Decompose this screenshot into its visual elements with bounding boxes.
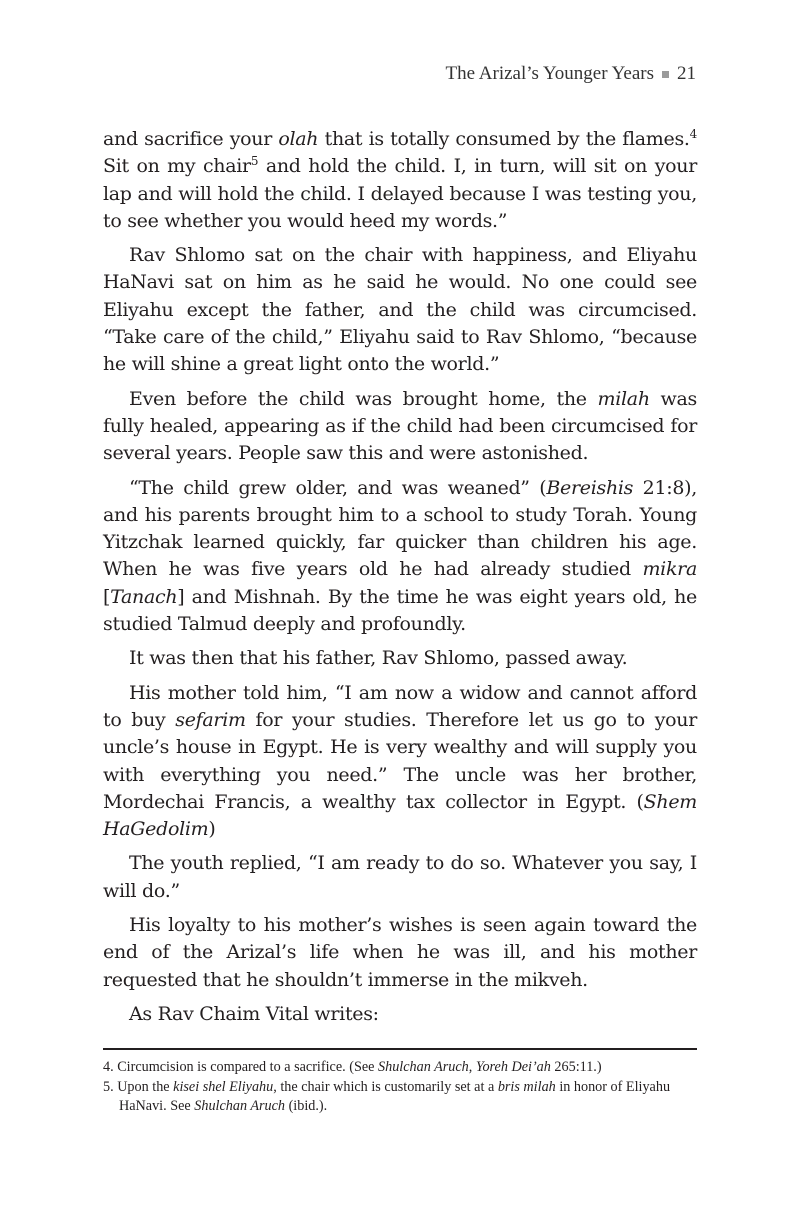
- footnote-ref-5: 5: [250, 154, 259, 169]
- paragraph: and sacrifice your olah that is totally consumed by the flames.$^4$ Sit on my chair$^5$ and hold the child. I, in turn, will sit on your lap and will hold the child. I delayed because I was testing you, to see whether you would heed my words.”: [103, 127, 697, 232]
- paragraph: His loyalty to his mother’s wishes is seen again toward the end of the Arizal’s life when he was ill, and his mother requested that he shouldn’t immerse in the mikveh.: [103, 914, 697, 991]
- paragraph: It was then that his father, Rav Shlomo, passed away.: [129, 647, 628, 670]
- footnote-ref-4: 4: [689, 127, 697, 141]
- page-number: 21: [677, 63, 696, 84]
- main-text: [103, 126, 697, 1035]
- footnote-divider: [103, 1048, 697, 1050]
- footnote-4: 4. Circumcision is compared to a sacrifice. (See Shulchan Aruch, Yoreh Dei’ah 265:11.): [103, 1059, 602, 1075]
- running-title: The Arizal’s Younger Years: [445, 63, 654, 84]
- paragraph: As Rav Chaim Vital writes:: [129, 1002, 379, 1025]
- paragraph: Even before the child was brought home, the milah was fully healed, appearing as if the child had been circumcised for several years. People saw this and were astonished.: [103, 387, 697, 465]
- paragraph: “The child grew older, and was weaned” (Bereishis 21:8), and his parents brought him to a school to study Torah. Young Yitzchak learned quickly, far quicker than children his age. When he was five years old he had already studied mikra [Tanach] and Mishnah. By the time he was eight years old, he studied Talmud deeply and profoundly.: [103, 476, 697, 636]
- paragraph: His mother told him, “I am now a widow and cannot afford to buy sefarim for your studies. Therefore let us go to your uncle’s house in Egypt. He is very wealthy and will supply you with everything you need.” The uncle was her brother, Mordechai Francis, a wealthy tax collector in Egypt. (Shem HaGedolim): [103, 681, 698, 841]
- paragraph: Rav Shlomo sat on the chair with happiness, and Eliyahu HaNavi sat on him as he said he would. No one could see Eliyahu except the father, and the child was circumcised. “Take care of the child,” Eliyahu said to Rav Shlomo, “because he will shine a great light onto the world.”: [103, 244, 697, 376]
- footnotes: [103, 1058, 697, 1117]
- paragraph: The youth replied, “I am ready to do so. Whatever you say, I will do.”: [103, 852, 697, 902]
- header-separator-square: [662, 71, 669, 78]
- running-header: [446, 63, 696, 85]
- footnote-5: 5. Upon the kisei shel Eliyahu, the chair which is customarily set at a bris milah in honor of Eliyahu HaNavi. See Shulchan Aruch (ibid.).: [103, 1079, 671, 1114]
